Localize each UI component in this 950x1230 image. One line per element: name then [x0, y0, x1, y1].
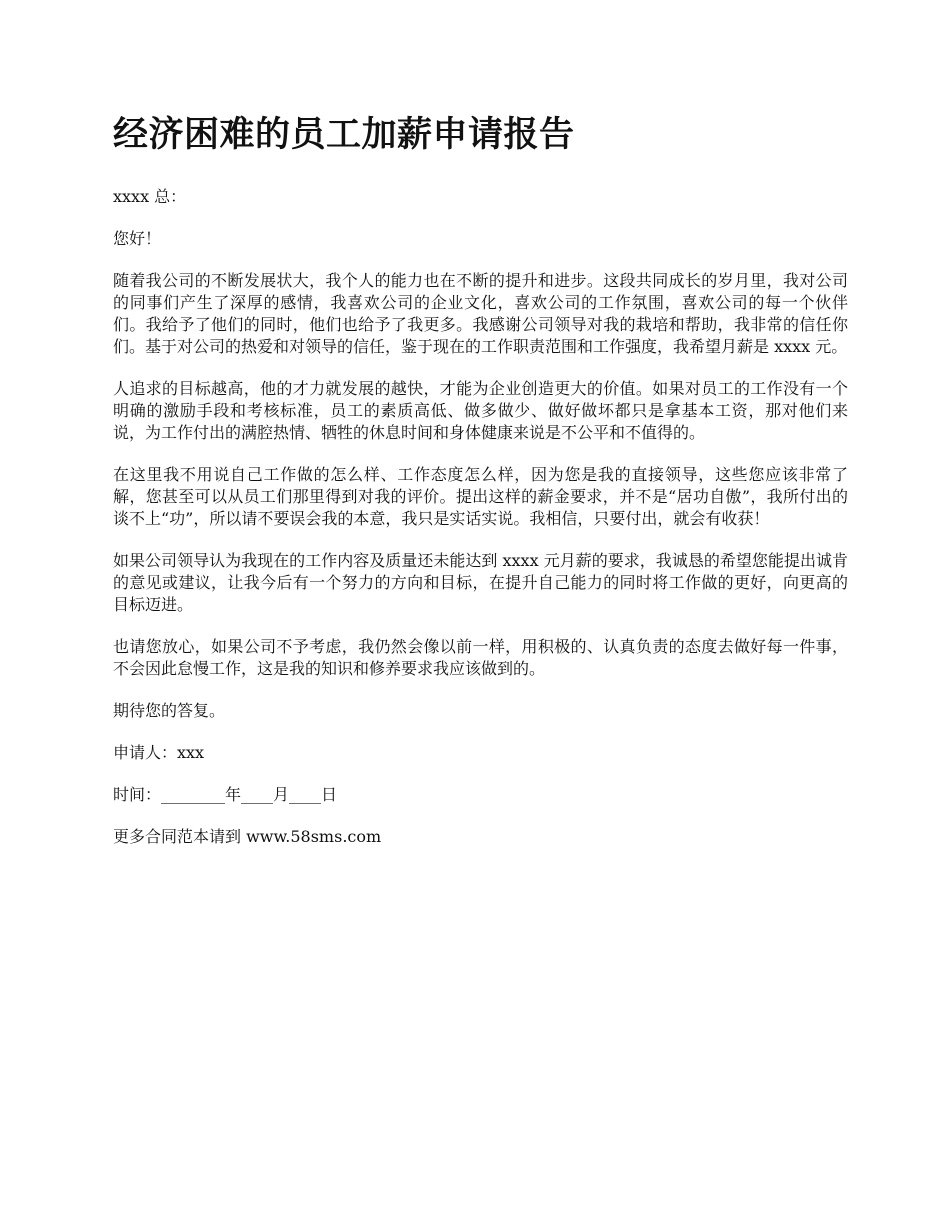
greeting: 您好！	[113, 229, 162, 248]
date-line: 时间：________年____月____日	[113, 785, 338, 804]
body-paragraph-1: 随着我公司的不断发展状大，我个人的能力也在不断的提升和进步。这段共同成长的岁月里，我对公司的同事们产生了深厚的感情，我喜欢公司的企业文化，喜欢公司的工作氛围，喜欢公司的每一个伙伴们。我给予了他们的同时，他们也给予了我更多。我感谢公司领导对我的栽培和帮助，我非常的信任你们。基于对公司的热爱和对领导的信任，鉴于现在的工作职责范围和工作强度，我希望月薪是 xxxx 元。	[113, 271, 848, 356]
body-paragraph-4: 如果公司领导认为我现在的工作内容及质量还未能达到 xxxx 元月薪的要求，我诚恳的希望您能提出诚肯的意见或建议，让我今后有一个努力的方向和目标，在提升自己能力的同时将工作做的更好，向更高的目标迈进。	[113, 551, 848, 614]
closing-text: 期待您的答复。	[113, 701, 226, 720]
body-paragraph-2: 人追求的目标越高，他的才力就发展的越快，才能为企业创造更大的价值。如果对员工的工作没有一个明确的激励手段和考核标准，员工的素质高低、做多做少、做好做坏都只是拿基本工资，那对他们来说，为工作付出的满腔热情、牺牲的休息时间和身体健康来说是不公平和不值得的。	[113, 379, 848, 442]
salutation: xxxx 总：	[113, 187, 187, 206]
applicant-line: 申请人：xxx	[113, 743, 205, 762]
page-title: 经济困难的员工加薪申请报告	[113, 115, 575, 155]
document-body	[113, 112, 848, 868]
footer-link-text: 更多合同范本请到 www.58sms.com	[113, 827, 382, 846]
body-paragraph-5: 也请您放心，如果公司不予考虑，我仍然会像以前一样，用积极的、认真负责的态度去做好每一件事，不会因此怠慢工作，这是我的知识和修养要求我应该做到的。	[113, 637, 848, 678]
body-paragraph-3: 在这里我不用说自己工作做的怎么样、工作态度怎么样，因为您是我的直接领导，这些您应该非常了解，您甚至可以从员工们那里得到对我的评价。提出这样的薪金要求，并不是“居功自傲”，我所付出的谈不上“功”，所以请不要误会我的本意，我只是实话实说。我相信，只要付出，就会有收获！	[113, 465, 848, 528]
